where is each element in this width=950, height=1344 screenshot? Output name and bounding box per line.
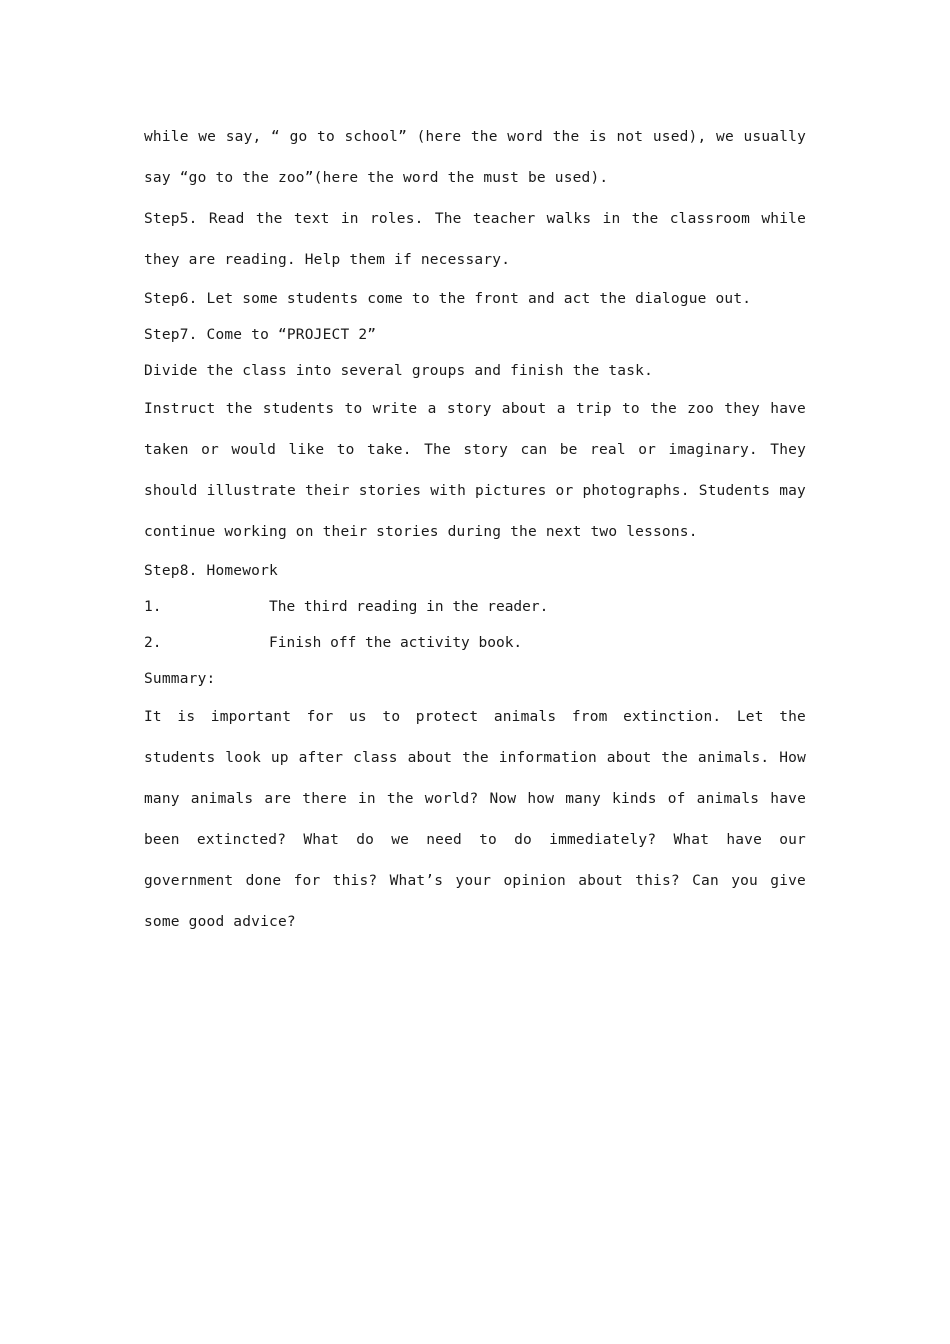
divide-groups-paragraph: Divide the class into several groups and finish the task. xyxy=(144,363,653,379)
homework-item xyxy=(144,625,806,661)
homework-item xyxy=(144,589,806,625)
step5-paragraph: Step5. Read the text in roles. The teacher walks in the classroom while they are reading. Help them if necessary. xyxy=(144,211,806,268)
instruct-paragraph: Instruct the students to write a story about a trip to the zoo they have taken or would like to take. The story can be real or imaginary. They should illustrate their stories with pictures or photographs. Students may continue working on their stories during the next two lessons. xyxy=(144,401,806,540)
paragraph-the-usage: while we say, “ go to school” (here the word the is not used), we usually say “go to the zoo”(here the word the must be used). xyxy=(144,129,806,186)
step6-paragraph: Step6. Let some students come to the front and act the dialogue out. xyxy=(144,291,752,307)
homework-item-number: 2. xyxy=(144,635,162,651)
step7-heading: Step7. Come to “PROJECT 2” xyxy=(144,327,377,343)
summary-heading: Summary: xyxy=(144,671,216,687)
homework-item-text: The third reading in the reader. xyxy=(269,599,549,615)
step8-heading: Step8. Homework xyxy=(144,563,278,579)
homework-item-text: Finish off the activity book. xyxy=(269,635,523,651)
homework-item-number: 1. xyxy=(144,599,162,615)
document-body xyxy=(144,124,806,943)
summary-paragraph: It is important for us to protect animals from extinction. Let the students look up after class about the information about the animals. How many animals are there in the world? Now how many kinds of animals have been extincted? What do we need to do immediately? What have our government done for this? What’s your opinion about this? Can you give some good advice? xyxy=(144,709,806,930)
